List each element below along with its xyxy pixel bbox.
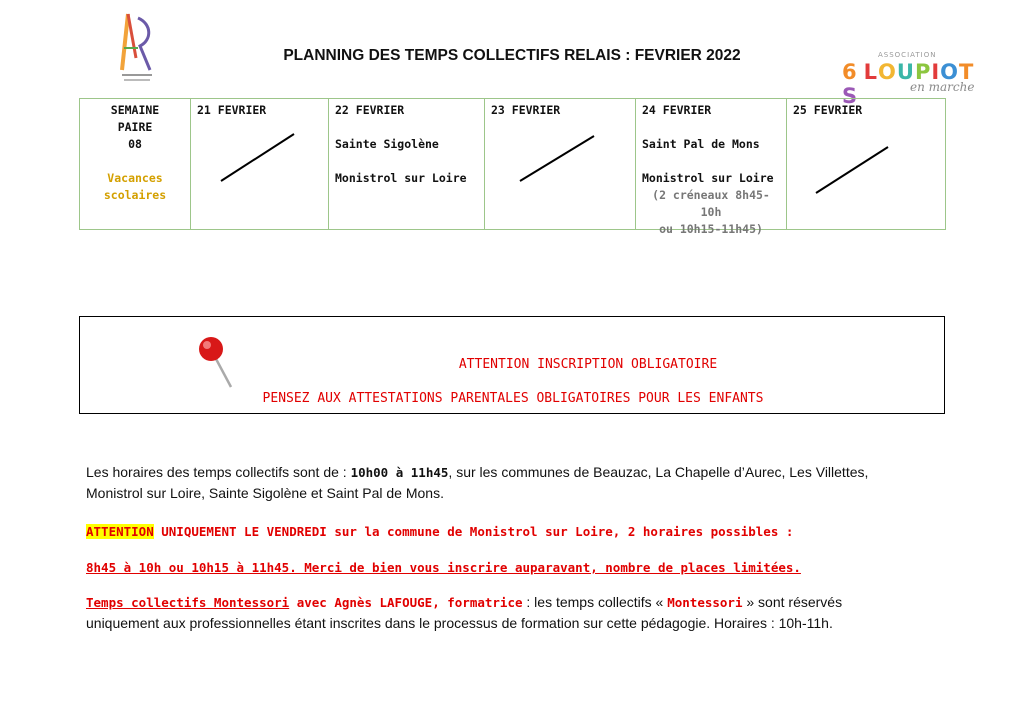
montessori-title: Temps collectifs Montessori [86,595,290,610]
logo-letter: O [940,60,960,84]
attention-text: UNIQUEMENT LE VENDREDI sur la commune de Monistrol sur Loire, 2 horaires possibles : [153,524,794,539]
page-title: PLANNING DES TEMPS COLLECTIFS RELAIS : FEVRIER 2022 [283,47,741,64]
day-date: 25 FEVRIER [793,103,863,117]
logo-letter: 6 [842,60,858,84]
week-number: 08 [128,137,142,151]
hours-text: Monistrol sur Loire, Sainte Sigolène et Saint Pal de Mons. [86,485,444,501]
day-cell-25 [787,99,946,230]
paragraph-slots: 8h45 à 10h ou 10h15 à 11h45. Merci de bien vous inscrire auparavant, nombre de places limitées. [86,560,801,575]
montessori-text: : les temps collectifs « [522,594,668,610]
day-note: (2 créneaux 8h45-10h [652,188,770,219]
paragraph-attention [86,521,956,542]
day-cell-23 [485,99,636,230]
day-date: 21 FEVRIER [197,103,267,117]
schedule-table [79,98,946,236]
week-line2: PAIRE [117,120,153,134]
hours-bold: 10h00 à 11h45 [350,465,449,480]
hours-text: Les horaires des temps collectifs sont de : [86,464,351,480]
day-note: ou 10h15-11h45) [659,222,763,236]
vacances-line1: Vacances [107,171,163,185]
day-place: Sainte Sigolène [335,137,439,151]
closed-day-slash [197,102,277,162]
notice-line2: PENSEZ AUX ATTESTATIONS PARENTALES OBLIGATOIRES POUR LES ENFANTS [262,391,764,406]
day-date: 23 FEVRIER [491,103,561,117]
logo-letter: T [959,60,975,84]
attention-highlight: ATTENTION [86,524,154,539]
hours-text: , sur les communes de Beauzac, La Chapelle d’Aurec, Les Villettes, [448,464,869,480]
paragraph-hours [86,462,956,504]
logo-letter: P [914,60,932,84]
week-line1: SEMAINE [110,103,160,117]
closed-day-slash [491,102,571,162]
logo-letter: L [863,60,879,84]
montessori-word: Montessori [667,595,743,610]
day-cell-22 [329,99,485,230]
day-cell-21 [191,99,329,230]
day-date: 22 FEVRIER [335,103,405,117]
week-cell [80,99,191,230]
logo-association-label: ASSOCIATION [878,51,937,59]
day-place: Monistrol sur Loire [335,171,467,185]
notice-line1: ATTENTION INSCRIPTION OBLIGATOIRE [458,357,718,372]
montessori-text: » sont réservés [742,594,843,610]
montessori-trainer: avec Agnès LAFOUGE, formatrice [289,595,523,610]
logo-subtitle: en marche [910,80,975,94]
logo-letter: O [878,60,897,84]
logo-letter: S [842,84,859,108]
day-place: Monistrol sur Loire [642,171,774,185]
pushpin-icon [195,335,235,391]
logo-letter: U [896,60,915,84]
paragraph-montessori [86,592,956,634]
day-cell-24 [636,99,787,236]
closed-day-slash [793,102,873,162]
montessori-text: uniquement aux professionnelles étant inscrites dans le processus de formation sur cette pédagogie. Horaires : 10h-11h. [86,615,833,631]
vacances-line2: scolaires [103,188,167,202]
day-place: Saint Pal de Mons [642,137,760,151]
schedule-row [80,99,946,230]
logo-letter: I [931,60,941,84]
day-date: 24 FEVRIER [642,103,712,117]
